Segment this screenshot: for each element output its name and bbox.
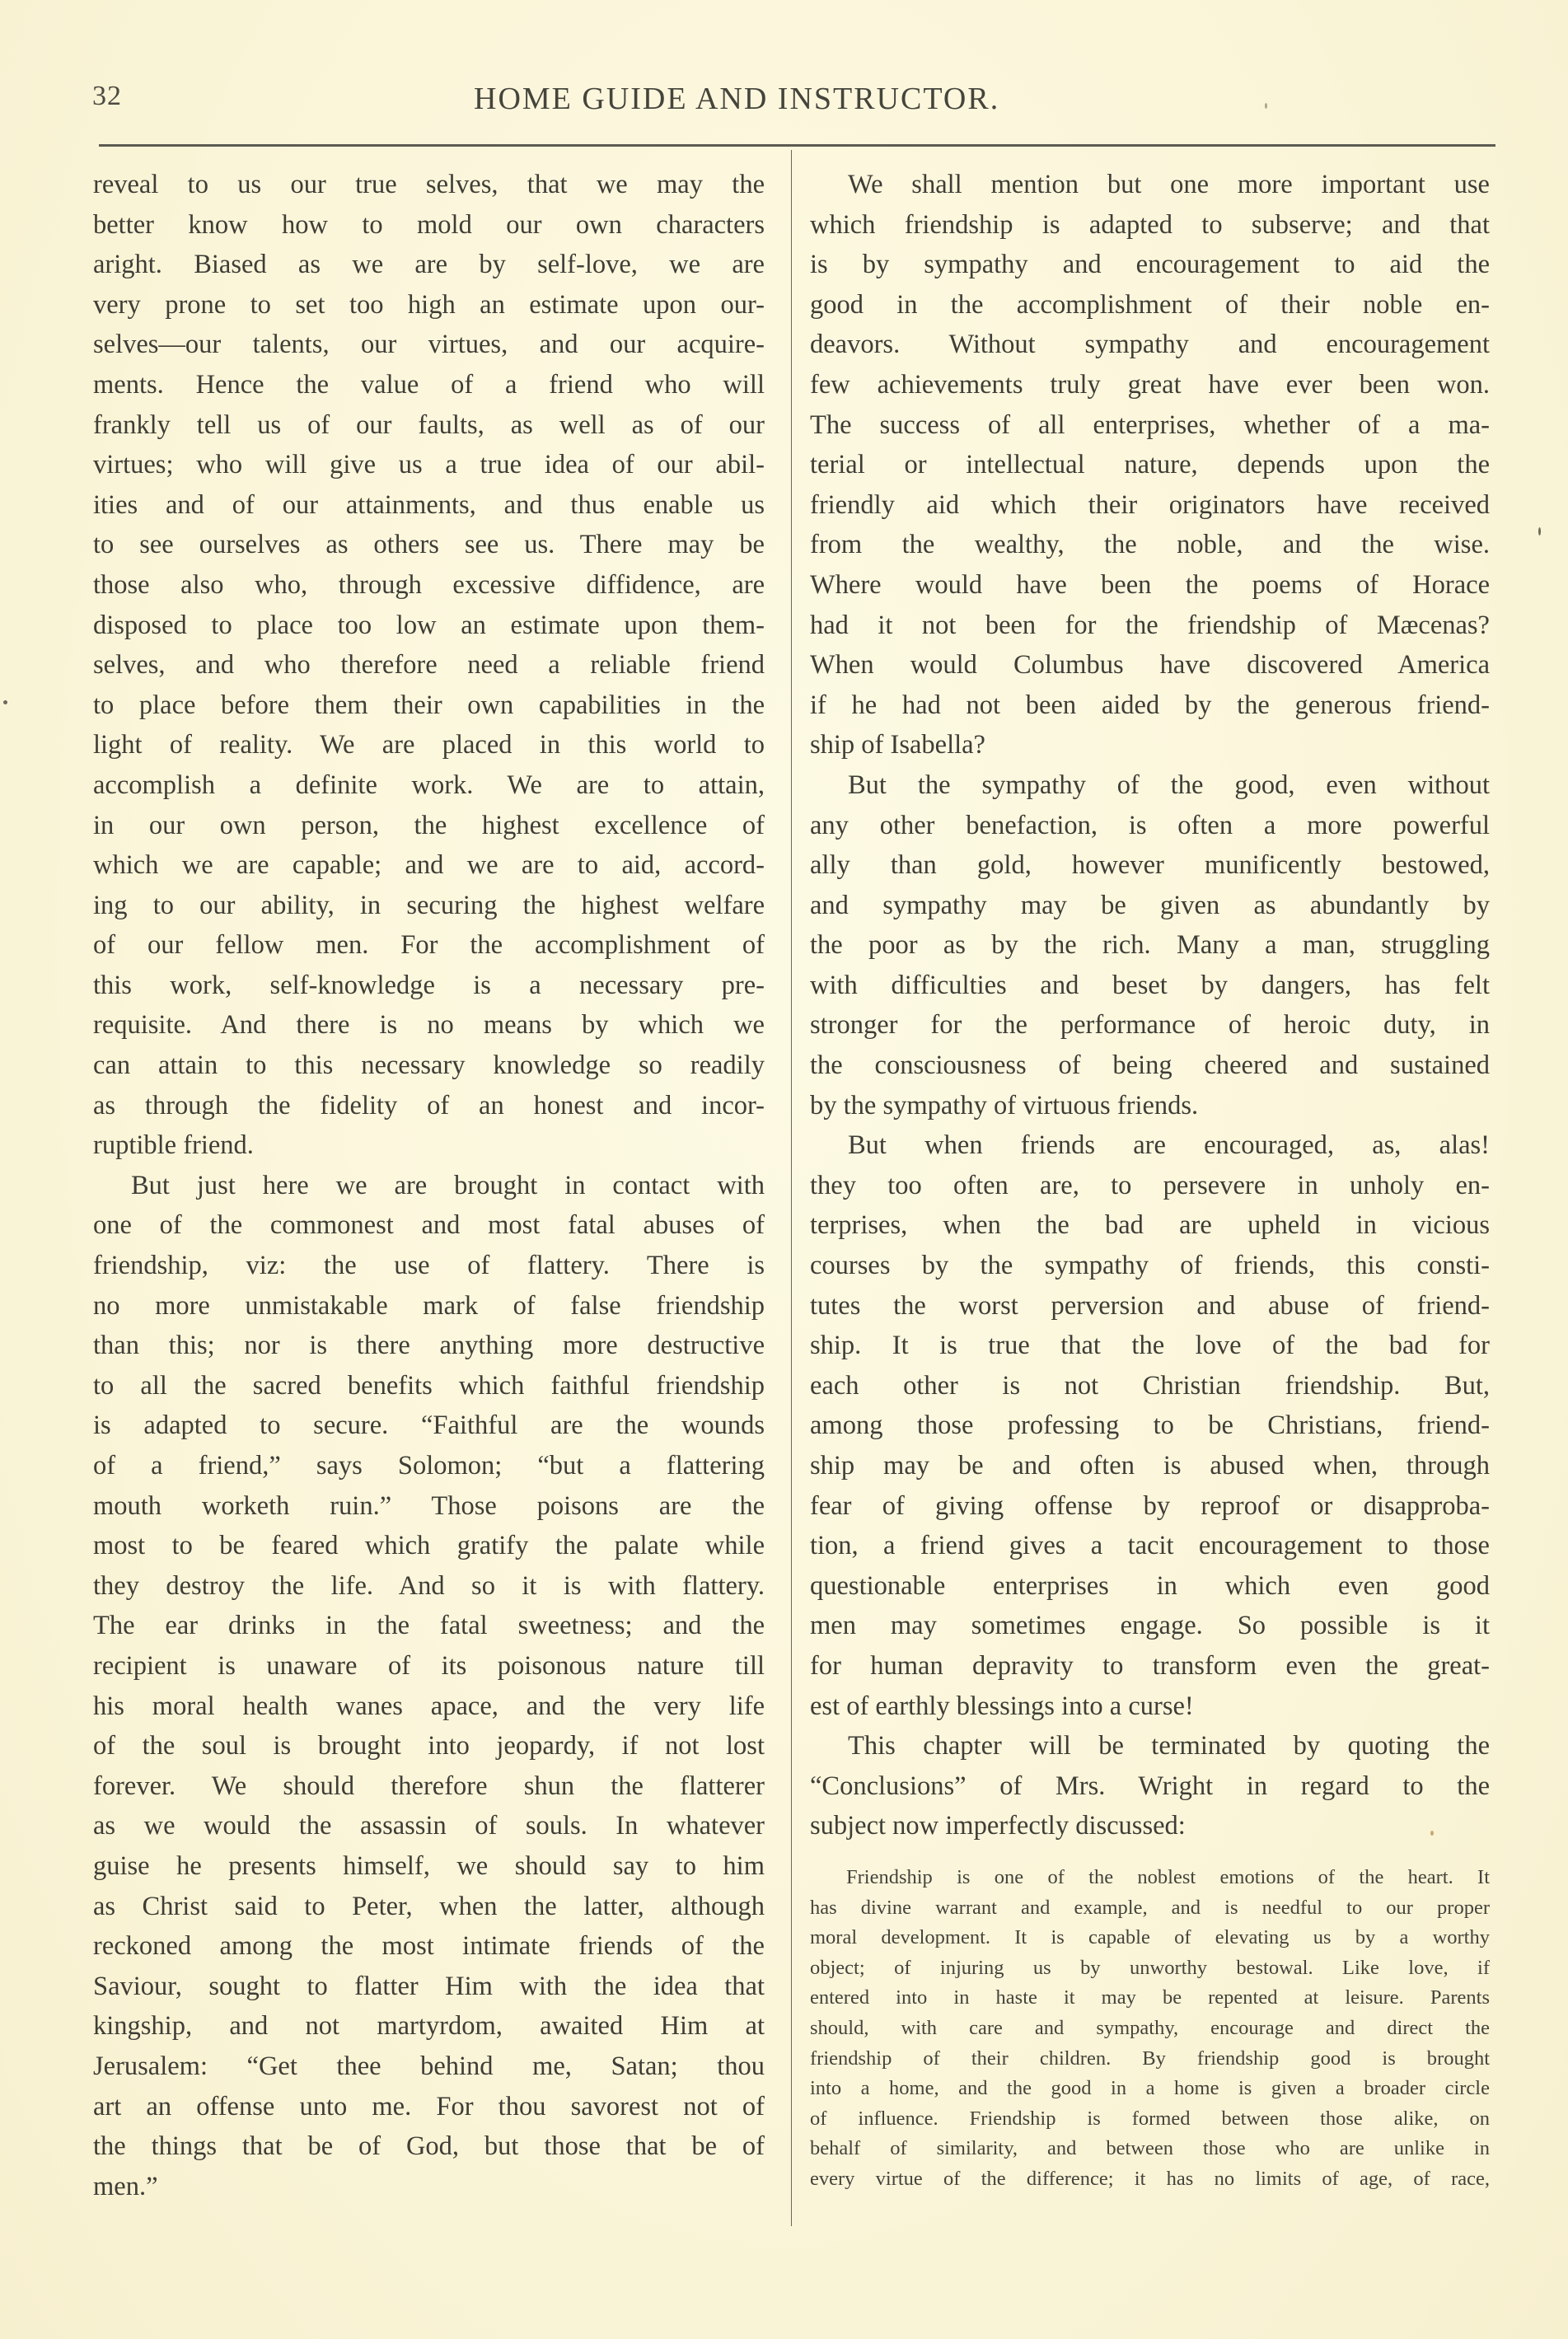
text-line: they too often are, to persevere in unholy en- bbox=[810, 1170, 1490, 1200]
text-line: courses by the sympathy of friends, this consti- bbox=[810, 1251, 1490, 1281]
text-line: of our fellow men. For the accomplishment of bbox=[93, 930, 765, 961]
quote-line: behalf of similarity, and between those who are unlike in bbox=[810, 2137, 1490, 2160]
text-line: one of the commonest and most fatal abuses of bbox=[93, 1210, 765, 1241]
text-line: ments. Hence the value of a friend who will bbox=[93, 369, 765, 400]
header-rule bbox=[99, 144, 1495, 147]
text-line: as through the fidelity of an honest and incor- bbox=[93, 1090, 765, 1120]
text-line: than this; nor is there anything more destructive bbox=[93, 1331, 765, 1361]
quote-line: has divine warrant and example, and is needful to our proper bbox=[810, 1896, 1490, 1919]
text-line: friendly aid which their originators have received bbox=[810, 489, 1490, 520]
text-line: tion, a friend gives a tacit encouragement to those bbox=[810, 1531, 1490, 1561]
text-line: But the sympathy of the good, even without bbox=[848, 770, 1490, 800]
block-quote bbox=[810, 1863, 1490, 2195]
text-line: of a friend,” says Solomon; “but a flattering bbox=[93, 1451, 765, 1481]
text-line: selves—our talents, our virtues, and our acquire- bbox=[93, 330, 765, 360]
text-line: virtues; who will give us a true idea of our abil- bbox=[93, 450, 765, 480]
text-line: very prone to set too high an estimate upon our- bbox=[93, 289, 765, 320]
page-header bbox=[0, 76, 1568, 125]
text-line: by the sympathy of virtuous friends. bbox=[810, 1090, 1199, 1120]
text-line: had it not been for the friendship of Mæcenas? bbox=[810, 610, 1490, 640]
quote-line: every virtue of the difference; it has no limits of age, of race, bbox=[810, 2167, 1490, 2190]
quote-line: moral development. It is capable of elevating us by a worthy bbox=[810, 1926, 1490, 1949]
text-line: stronger for the performance of heroic duty, in bbox=[810, 1010, 1490, 1041]
quote-line: object; of injuring us by unworthy bestowal. Like love, if bbox=[810, 1956, 1490, 1979]
text-line: “Conclusions” of Mrs. Wright in regard to the bbox=[810, 1771, 1490, 1801]
text-line: which we are capable; and we are to aid, accord- bbox=[93, 850, 765, 881]
text-line: ship may be and often is abused when, through bbox=[810, 1451, 1490, 1481]
text-line: Jerusalem: “Get thee behind me, Satan; thou bbox=[93, 2051, 765, 2081]
text-line: this work, self-knowledge is a necessary pre- bbox=[93, 970, 765, 1000]
text-line: if he had not been aided by the generous friend- bbox=[810, 690, 1490, 720]
text-line: est of earthly blessings into a curse! bbox=[810, 1691, 1194, 1721]
paragraph bbox=[810, 1125, 1490, 1726]
quote-line: should, with care and sympathy, encourage and direct the bbox=[810, 2016, 1490, 2039]
text-line: ship. It is true that the love of the bad for bbox=[810, 1331, 1490, 1361]
text-line: most to be feared which gratify the palate while bbox=[93, 1531, 765, 1561]
text-line: ities and of our attainments, and thus enable us bbox=[93, 489, 765, 520]
text-line: the things that be of God, but those that be of bbox=[93, 2131, 765, 2162]
text-line: men may sometimes engage. So possible is it bbox=[810, 1611, 1490, 1641]
text-line: recipient is unaware of its poisonous nature till bbox=[93, 1650, 765, 1681]
quote-line: entered into in haste it may be repented at leisure. Parents bbox=[810, 1986, 1490, 2009]
text-line: ing to our ability, in securing the highest welfare bbox=[93, 890, 765, 920]
text-line: reckoned among the most intimate friends of the bbox=[93, 1931, 765, 1962]
text-line: But just here we are brought in contact with bbox=[131, 1170, 765, 1200]
text-line: with difficulties and beset by dangers, has felt bbox=[810, 970, 1490, 1000]
scan-speck bbox=[1265, 103, 1267, 109]
text-line: the consciousness of being cheered and sustained bbox=[810, 1050, 1490, 1081]
text-line: reveal to us our true selves, that we may the bbox=[93, 170, 765, 199]
text-line: those also who, through excessive diffidence, are bbox=[93, 569, 765, 600]
text-line: But when friends are encouraged, as, alas! bbox=[848, 1130, 1490, 1161]
text-line: to see ourselves as others see us. There may be bbox=[93, 530, 765, 560]
text-line: questionable enterprises in which even good bbox=[810, 1570, 1490, 1601]
text-line: which friendship is adapted to subserve; and that bbox=[810, 209, 1490, 240]
column-divider bbox=[791, 150, 792, 2226]
paragraph bbox=[810, 1726, 1490, 1846]
text-line: is adapted to secure. “Faithful are the wounds bbox=[93, 1410, 765, 1441]
text-line: accomplish a definite work. We are to attain, bbox=[93, 770, 765, 800]
text-line: to all the sacred benefits which faithful friendship bbox=[93, 1370, 765, 1401]
text-line: from the wealthy, the noble, and the wise. bbox=[810, 530, 1490, 560]
text-line: The ear drinks in the fatal sweetness; and the bbox=[93, 1611, 765, 1641]
text-line: friendship, viz: the use of flattery. There is bbox=[93, 1251, 765, 1281]
scan-speck bbox=[1538, 527, 1541, 536]
quote-line: of influence. Friendship is formed between those alike, on bbox=[810, 2107, 1490, 2130]
text-line: subject now imperfectly discussed: bbox=[810, 1811, 1186, 1841]
paragraph bbox=[93, 165, 765, 1166]
text-line: deavors. Without sympathy and encouragement bbox=[810, 330, 1490, 360]
text-line: no more unmistakable mark of false friendship bbox=[93, 1290, 765, 1321]
text-line: and sympathy may be given as abundantly by bbox=[810, 890, 1490, 920]
page-number: 32 bbox=[92, 81, 122, 111]
text-line: frankly tell us of our faults, as well as of our bbox=[93, 409, 765, 440]
text-line: his moral health wanes apace, and the very life bbox=[93, 1691, 765, 1721]
text-line: kingship, and not martyrdom, awaited Him at bbox=[93, 2011, 765, 2042]
text-line: art an offense unto me. For thou savorest not of bbox=[93, 2091, 765, 2121]
text-line: ruptible friend. bbox=[93, 1130, 254, 1161]
text-line: terprises, when the bad are upheld in vicious bbox=[810, 1210, 1490, 1241]
text-line: selves, and who therefore need a reliable friend bbox=[93, 650, 765, 681]
text-line: few achievements truly great have ever been won. bbox=[810, 369, 1490, 400]
paragraph bbox=[810, 165, 1490, 765]
text-line: mouth worketh ruin.” Those poisons are the bbox=[93, 1490, 765, 1521]
text-line: for human depravity to transform even the great- bbox=[810, 1650, 1490, 1681]
right-column bbox=[810, 165, 1490, 2194]
scan-speck bbox=[3, 700, 7, 704]
text-line: each other is not Christian friendship. But, bbox=[810, 1370, 1490, 1401]
text-line: is by sympathy and encouragement to aid the bbox=[810, 250, 1490, 280]
text-line: any other benefaction, is often a more powerful bbox=[810, 810, 1490, 840]
paragraph bbox=[810, 765, 1490, 1125]
text-line: as we would the assassin of souls. In whatever bbox=[93, 1811, 765, 1841]
text-line: requisite. And there is no means by which we bbox=[93, 1010, 765, 1041]
text-line: as Christ said to Peter, when the latter, although bbox=[93, 1891, 765, 1921]
text-line: men.” bbox=[93, 2171, 158, 2201]
text-line: When would Columbus have discovered America bbox=[810, 650, 1490, 681]
text-line: of the soul is brought into jeopardy, if not lost bbox=[93, 1731, 765, 1761]
text-line: ship of Isabella? bbox=[810, 730, 985, 760]
text-line: We shall mention but one more important use bbox=[848, 170, 1490, 199]
text-line: tutes the worst perversion and abuse of friend- bbox=[810, 1290, 1490, 1321]
text-line: The success of all enterprises, whether of a ma- bbox=[810, 409, 1490, 440]
text-line: light of reality. We are placed in this world to bbox=[93, 730, 765, 760]
text-line: they destroy the life. And so it is with flattery. bbox=[93, 1570, 765, 1601]
text-line: among those professing to be Christians, friend- bbox=[810, 1410, 1490, 1441]
text-line: ally than gold, however munificently bestowed, bbox=[810, 850, 1490, 881]
text-line: guise he presents himself, we should say to him bbox=[93, 1850, 765, 1881]
text-line: disposed to place too low an estimate upon them- bbox=[93, 610, 765, 640]
text-line: in our own person, the highest excellence of bbox=[93, 810, 765, 840]
text-line: can attain to this necessary knowledge so readily bbox=[93, 1050, 765, 1081]
text-line: fear of giving offense by reproof or disapproba- bbox=[810, 1490, 1490, 1521]
text-line: to place before them their own capabilities in the bbox=[93, 690, 765, 720]
text-line: the poor as by the rich. Many a man, struggling bbox=[810, 930, 1490, 961]
running-title: HOME GUIDE AND INSTRUCTOR. bbox=[474, 82, 1000, 116]
text-line: Saviour, sought to flatter Him with the idea that bbox=[93, 1971, 765, 2001]
quote-line: into a home, and the good in a home is given a broader circle bbox=[810, 2077, 1490, 2100]
quote-line: Friendship is one of the noblest emotions of the heart. It bbox=[846, 1865, 1490, 1888]
left-column bbox=[93, 165, 765, 2206]
text-line: Where would have been the poems of Horace bbox=[810, 569, 1490, 600]
text-line: forever. We should therefore shun the flatterer bbox=[93, 1771, 765, 1801]
quote-line: friendship of their children. By friendship good is brought bbox=[810, 2047, 1490, 2070]
text-line: better know how to mold our own characters bbox=[93, 209, 765, 240]
text-line: good in the accomplishment of their noble en- bbox=[810, 289, 1490, 320]
text-line: aright. Biased as we are by self-love, we are bbox=[93, 250, 765, 280]
scan-speck bbox=[1430, 1831, 1434, 1836]
paragraph bbox=[93, 1166, 765, 2206]
text-line: terial or intellectual nature, depends upon the bbox=[810, 450, 1490, 480]
text-line: This chapter will be terminated by quoting the bbox=[848, 1731, 1490, 1761]
